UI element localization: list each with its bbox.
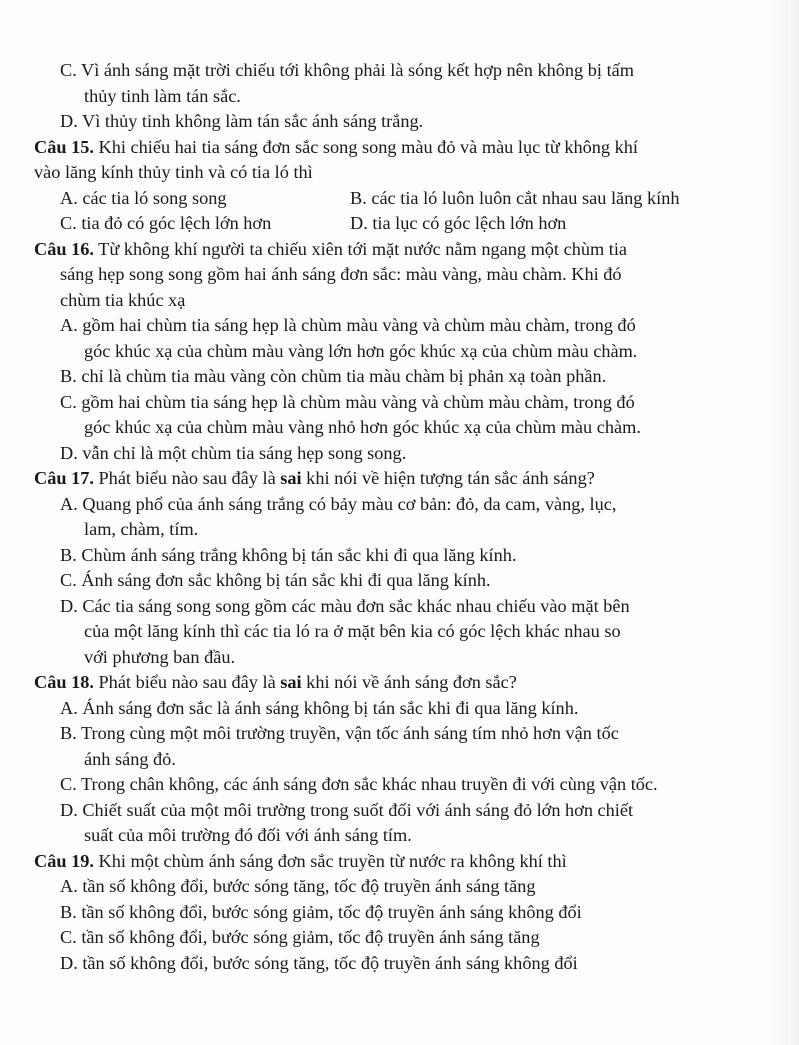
q18-text-post: khi nói về ánh sáng đơn sắc? xyxy=(301,672,517,692)
page-content xyxy=(34,58,760,976)
q17-text-post: khi nói về hiện tượng tán sắc ánh sáng? xyxy=(301,468,595,488)
q15-option-d: D. tia lục có góc lệch lớn hơn xyxy=(350,213,567,233)
q17-option-d-cont: của một lăng kính thì các tia ló ra ở mặt bên kia có góc lệch khác nhau so xyxy=(84,621,621,641)
q18-text-emphasis: sai xyxy=(280,672,302,692)
q19-text: Khi một chùm ánh sáng đơn sắc truyền từ nước ra không khí thì xyxy=(93,850,567,871)
q17-option-b: B. Chùm ánh sáng trắng không bị tán sắc khi đi qua lăng kính. xyxy=(60,544,517,565)
q18-stem xyxy=(34,670,760,696)
q18-option-a: A. Ánh sáng đơn sắc là ánh sáng không bị tán sắc khi đi qua lăng kính. xyxy=(60,697,579,718)
q16-option-d: D. vẫn chỉ là một chùm tia sáng hẹp song song. xyxy=(60,442,407,463)
page-edge-shadow xyxy=(771,0,799,1045)
q17-option-a: A. Quang phổ của ánh sáng trắng có bảy màu cơ bản: đỏ, da cam, vàng, lục, xyxy=(60,493,617,514)
q19-option-a: A. tần số không đổi, bước sóng tăng, tốc độ truyền ánh sáng tăng xyxy=(60,876,536,896)
q18-option-d: D. Chiết suất của một môi trường trong suốt đối với ánh sáng đỏ lớn hơn chiết xyxy=(60,799,634,820)
q16-option-b: B. chỉ là chùm tia màu vàng còn chùm tia màu chàm bị phản xạ toàn phần. xyxy=(60,366,607,386)
q19-stem xyxy=(34,849,760,875)
q14-option-d: D. Vì thủy tinh không làm tán sắc ánh sáng trắng. xyxy=(60,111,424,131)
q15-stem xyxy=(34,135,760,161)
q18-option-b-cont: ánh sáng đỏ. xyxy=(84,748,176,769)
q16-stem-cont: sáng hẹp song song gồm hai ánh sáng đơn sắc: màu vàng, màu chàm. Khi đó xyxy=(60,264,622,284)
q19-option-d: D. tần số không đổi, bước sóng tăng, tốc độ truyền ánh sáng không đổi xyxy=(60,952,578,973)
q14-option-c: C. Vì ánh sáng mặt trời chiếu tới không phải là sóng kết hợp nên không bị tấm xyxy=(60,60,634,80)
q17-option-d-cont2: với phương ban đầu. xyxy=(84,646,236,667)
q17-text-pre: Phát biểu nào sau đây là xyxy=(93,468,281,488)
q17-option-c: C. Ánh sáng đơn sắc không bị tán sắc khi đi qua lăng kính. xyxy=(60,570,491,590)
q15-options-ab xyxy=(34,186,760,212)
q16-option-c-cont: góc khúc xạ của chùm màu vàng nhỏ hơn góc khúc xạ của chùm màu chàm. xyxy=(84,417,641,437)
q18-text-pre: Phát biểu nào sau đây là xyxy=(93,672,281,692)
q16-stem xyxy=(34,237,760,263)
q19-option-c: C. tần số không đổi, bước sóng giảm, tốc độ truyền ánh sáng tăng xyxy=(60,927,540,947)
q19-option-b: B. tần số không đổi, bước sóng giảm, tốc độ truyền ánh sáng không đổi xyxy=(60,901,582,922)
q15-options-cd xyxy=(34,211,760,237)
q17-number: Câu 17. xyxy=(34,468,94,488)
q18-number: Câu 18. xyxy=(34,672,94,692)
q15-option-c: C. tia đỏ có góc lệch lớn hơn xyxy=(60,213,272,233)
q16-number: Câu 16. xyxy=(34,238,94,259)
q15-number: Câu 15. xyxy=(34,136,94,157)
q17-stem xyxy=(34,466,760,492)
q17-text-emphasis: sai xyxy=(280,468,302,488)
q18-option-c: C. Trong chân không, các ánh sáng đơn sắc khác nhau truyền đi với cùng vận tốc. xyxy=(60,774,658,794)
q16-option-a: A. gồm hai chùm tia sáng hẹp là chùm màu vàng và chùm màu chàm, trong đó xyxy=(60,315,636,335)
q16-option-a-cont: góc khúc xạ của chùm màu vàng lớn hơn góc khúc xạ của chùm màu chàm. xyxy=(84,340,638,361)
q16-text: Từ không khí người ta chiếu xiên tới mặt nước nằm ngang một chùm tia xyxy=(93,238,628,259)
q16-stem-cont2: chùm tia khúc xạ xyxy=(60,289,186,310)
q14-option-c-cont: thủy tinh làm tán sắc. xyxy=(84,85,241,106)
q15-stem-cont: vào lăng kính thủy tinh và có tia ló thì xyxy=(34,162,313,182)
q17-option-d: D. Các tia sáng song song gồm các màu đơn sắc khác nhau chiếu vào mặt bên xyxy=(60,595,630,616)
q15-text: Khi chiếu hai tia sáng đơn sắc song song màu đỏ và màu lục từ không khí xyxy=(93,136,638,157)
q18-option-b: B. Trong cùng một môi trường truyền, vận tốc ánh sáng tím nhỏ hơn vận tốc xyxy=(60,723,619,743)
q19-number: Câu 19. xyxy=(34,850,94,871)
q15-option-a: A. các tia ló song song xyxy=(60,187,227,208)
q18-option-d-cont: suất của môi trường đó đối với ánh sáng tím. xyxy=(84,825,412,845)
q16-option-c: C. gồm hai chùm tia sáng hẹp là chùm màu vàng và chùm màu chàm, trong đó xyxy=(60,391,635,412)
q17-option-a-cont: lam, chàm, tím. xyxy=(84,519,199,539)
q15-option-b: B. các tia ló luôn luôn cắt nhau sau lăng kính xyxy=(350,187,680,208)
